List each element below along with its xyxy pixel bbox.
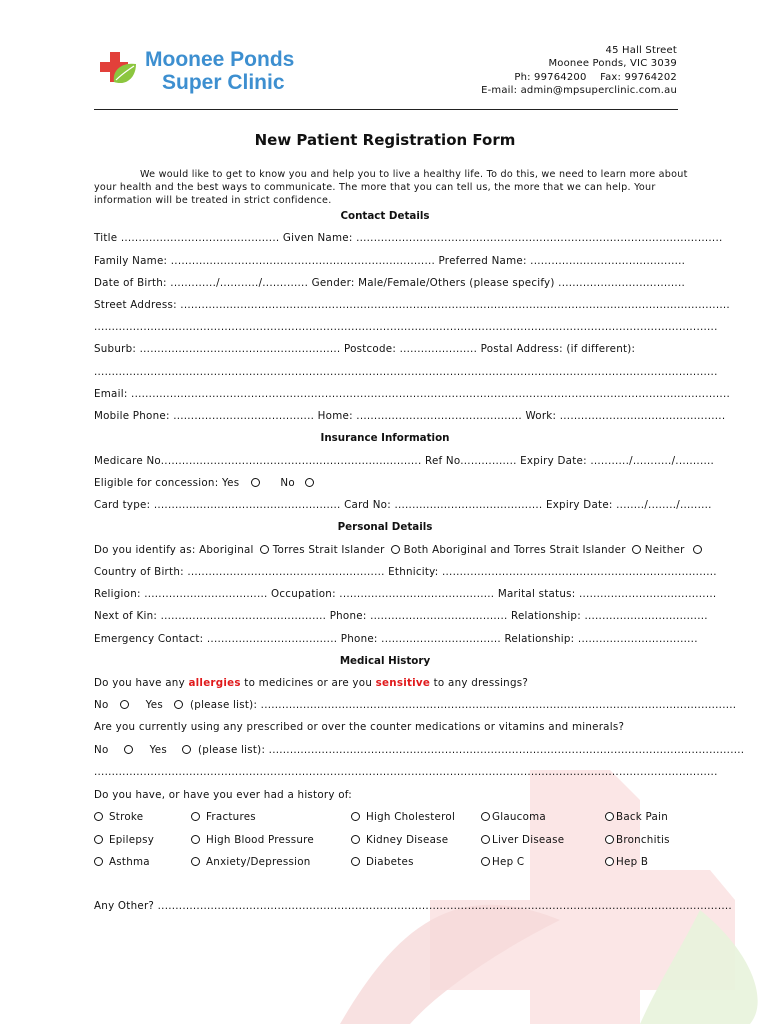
condition-option[interactable] [351, 834, 448, 846]
address-continuation-line[interactable]: ................................................................................................................................................................................. [94, 321, 718, 333]
medical-heading: Medical History [339, 655, 431, 667]
condition-label: Stroke [109, 811, 144, 823]
postal-address-line[interactable]: ................................................................................................................................................................................. [94, 366, 718, 378]
med-list-field[interactable]: (please list): ....................................................................................................................................... [198, 744, 745, 756]
condition-radio[interactable] [191, 812, 200, 821]
med-yes-radio[interactable] [182, 745, 191, 754]
neither-label: Neither [644, 544, 685, 556]
sensitive-word: sensitive [375, 677, 431, 689]
form-title: New Patient Registration Form [254, 131, 516, 149]
condition-label: Back Pain [616, 811, 668, 823]
condition-label: Anxiety/Depression [206, 856, 311, 868]
medications-question: Are you currently using any prescribed or over the counter medications or vitamins and minerals? [94, 721, 625, 733]
condition-radio[interactable] [605, 812, 614, 821]
med-no-label: No [94, 744, 109, 756]
condition-label: Fractures [206, 811, 256, 823]
condition-radio[interactable] [94, 835, 103, 844]
allergy-question [94, 677, 528, 689]
concession-label: Eligible for concession: Yes [94, 477, 240, 489]
both-radio[interactable] [632, 545, 641, 554]
condition-label: Hep B [616, 856, 649, 868]
condition-radio[interactable] [351, 835, 360, 844]
title-given-name-line[interactable]: Title ............................................. Given Name: ........................................................................................................ [94, 232, 723, 244]
condition-option[interactable] [605, 811, 668, 823]
identify-label: Do you identify as: Aboriginal [94, 544, 254, 556]
allergy-q-text3: to any dressings? [430, 677, 529, 689]
both-label: Both Aboriginal and Torres Strait Islander [403, 544, 626, 556]
condition-option[interactable] [351, 856, 414, 868]
condition-radio[interactable] [481, 835, 490, 844]
condition-label: High Cholesterol [366, 811, 456, 823]
condition-option[interactable] [481, 811, 546, 823]
any-other-line[interactable]: Any Other? ................................................................................................................................................................... [94, 900, 732, 912]
condition-radio[interactable] [605, 857, 614, 866]
condition-option[interactable] [351, 811, 455, 823]
condition-option[interactable] [605, 834, 670, 846]
condition-label: Bronchitis [616, 834, 670, 846]
condition-option[interactable] [94, 811, 143, 823]
med-no-radio[interactable] [124, 745, 133, 754]
condition-radio[interactable] [94, 812, 103, 821]
condition-radio[interactable] [351, 812, 360, 821]
clinic-address-line2: Moonee Ponds, VIC 3039 [548, 58, 677, 69]
clinic-address-line1: 45 Hall Street [605, 45, 677, 56]
email-line[interactable]: Email: .......................................................................................................................................................................... [94, 388, 730, 400]
header-divider [94, 109, 678, 110]
dob-gender-line[interactable]: Date of Birth: ............./.........../............. Gender: Male/Female/Others (please specify) .................................... [94, 277, 685, 289]
allergy-list-field[interactable]: (please list): ....................................................................................................................................... [190, 699, 737, 711]
religion-line[interactable]: Religion: ................................... Occupation: ............................................ Marital status: ....................................... [94, 588, 717, 600]
intro-line3: information will be treated in strict confidence. [94, 195, 332, 206]
personal-heading: Personal Details [337, 521, 433, 533]
intro-line2: your health and the best ways to communicate. The more that you can tell us, the more that we can help. Your [94, 182, 656, 193]
allergies-word: allergies [188, 677, 241, 689]
allergy-no-label: No [94, 699, 109, 711]
medications-answer-line [94, 744, 744, 756]
allergy-yes-label: Yes [145, 699, 163, 711]
medicare-line[interactable]: Medicare No.......................................................................... Ref No................ Expiry Date: .........../.........../........... [94, 455, 715, 467]
home-phone-field[interactable]: Home: ............................................... [317, 410, 522, 422]
mobile-phone-field[interactable]: Mobile Phone: ........................................ [94, 410, 315, 422]
neither-radio[interactable] [693, 545, 702, 554]
concession-yes-radio[interactable] [251, 478, 260, 487]
condition-label: Epilepsy [109, 834, 155, 846]
condition-label: Kidney Disease [366, 834, 449, 846]
condition-radio[interactable] [94, 857, 103, 866]
tsi-label: Torres Strait Islander [272, 544, 385, 556]
phone-numbers-line[interactable] [94, 410, 725, 422]
watermark-cross [280, 760, 770, 1024]
insurance-heading: Insurance Information [320, 432, 450, 444]
clinic-phone-fax: Ph: 99764200 Fax: 99764202 [514, 72, 677, 83]
condition-option[interactable] [191, 834, 314, 846]
allergy-yes-radio[interactable] [174, 700, 183, 709]
card-line[interactable]: Card type: ..................................................... Card No: .......................................... Expiry Date: ......../......../......... [94, 499, 712, 511]
condition-option[interactable] [94, 856, 150, 868]
condition-option[interactable] [191, 811, 256, 823]
allergy-q-text2: to medicines or are you [240, 677, 376, 689]
condition-radio[interactable] [605, 835, 614, 844]
contact-heading: Contact Details [340, 210, 430, 222]
clinic-name [145, 48, 294, 94]
concession-no-radio[interactable] [305, 478, 314, 487]
clinic-logo-icon [98, 52, 140, 90]
condition-option[interactable] [94, 834, 154, 846]
street-address-line[interactable]: Street Address: ............................................................................................................................................................ [94, 299, 730, 311]
med-yes-label: Yes [149, 744, 167, 756]
condition-option[interactable] [191, 856, 311, 868]
emergency-contact-line[interactable]: Emergency Contact: ..................................... Phone: .................................. Relationship: .................................. [94, 633, 698, 645]
suburb-postcode-line[interactable]: Suburb: ......................................................... Postcode: ...................... Postal Address: (if different): [94, 343, 636, 355]
country-ethnicity-line[interactable]: Country of Birth: ........................................................ Ethnicity: .............................................................................. [94, 566, 717, 578]
clinic-email: E-mail: admin@mpsuperclinic.com.au [481, 85, 677, 96]
clinic-name-line1: Moonee Ponds [145, 48, 295, 71]
aboriginal-radio[interactable] [260, 545, 269, 554]
next-of-kin-line[interactable]: Next of Kin: ............................................... Phone: ....................................... Relationship: ................................... [94, 610, 708, 622]
condition-option[interactable] [605, 856, 648, 868]
allergy-answer-line [94, 699, 736, 711]
condition-radio[interactable] [481, 857, 490, 866]
condition-label: Asthma [109, 856, 150, 868]
medications-continuation-line[interactable]: ................................................................................................................................................................................. [94, 766, 718, 778]
work-phone-field[interactable]: Work: ............................................... [525, 410, 726, 422]
condition-label: Diabetes [366, 856, 414, 868]
family-preferred-name-line[interactable]: Family Name: ........................................................................... Preferred Name: ............................................ [94, 255, 686, 267]
condition-option[interactable] [481, 856, 524, 868]
identify-line [94, 544, 702, 556]
allergy-q-text1: Do you have any [94, 677, 189, 689]
condition-radio[interactable] [191, 835, 200, 844]
concession-no-label: No [280, 477, 295, 489]
condition-label: High Blood Pressure [206, 834, 314, 846]
condition-label: Hep C [492, 856, 525, 868]
condition-radio[interactable] [351, 857, 360, 866]
condition-label: Glaucoma [492, 811, 546, 823]
history-question: Do you have, or have you ever had a history of: [94, 789, 353, 801]
tsi-radio[interactable] [391, 545, 400, 554]
condition-radio[interactable] [191, 857, 200, 866]
allergy-no-radio[interactable] [120, 700, 129, 709]
intro-line1: We would like to get to know you and help you to live a healthy life. To do this, we need to learn more about [140, 169, 688, 180]
condition-radio[interactable] [481, 812, 490, 821]
condition-option[interactable] [481, 834, 564, 846]
concession-line [94, 477, 314, 489]
condition-label: Liver Disease [492, 834, 565, 846]
clinic-name-line2: Super Clinic [162, 71, 285, 94]
